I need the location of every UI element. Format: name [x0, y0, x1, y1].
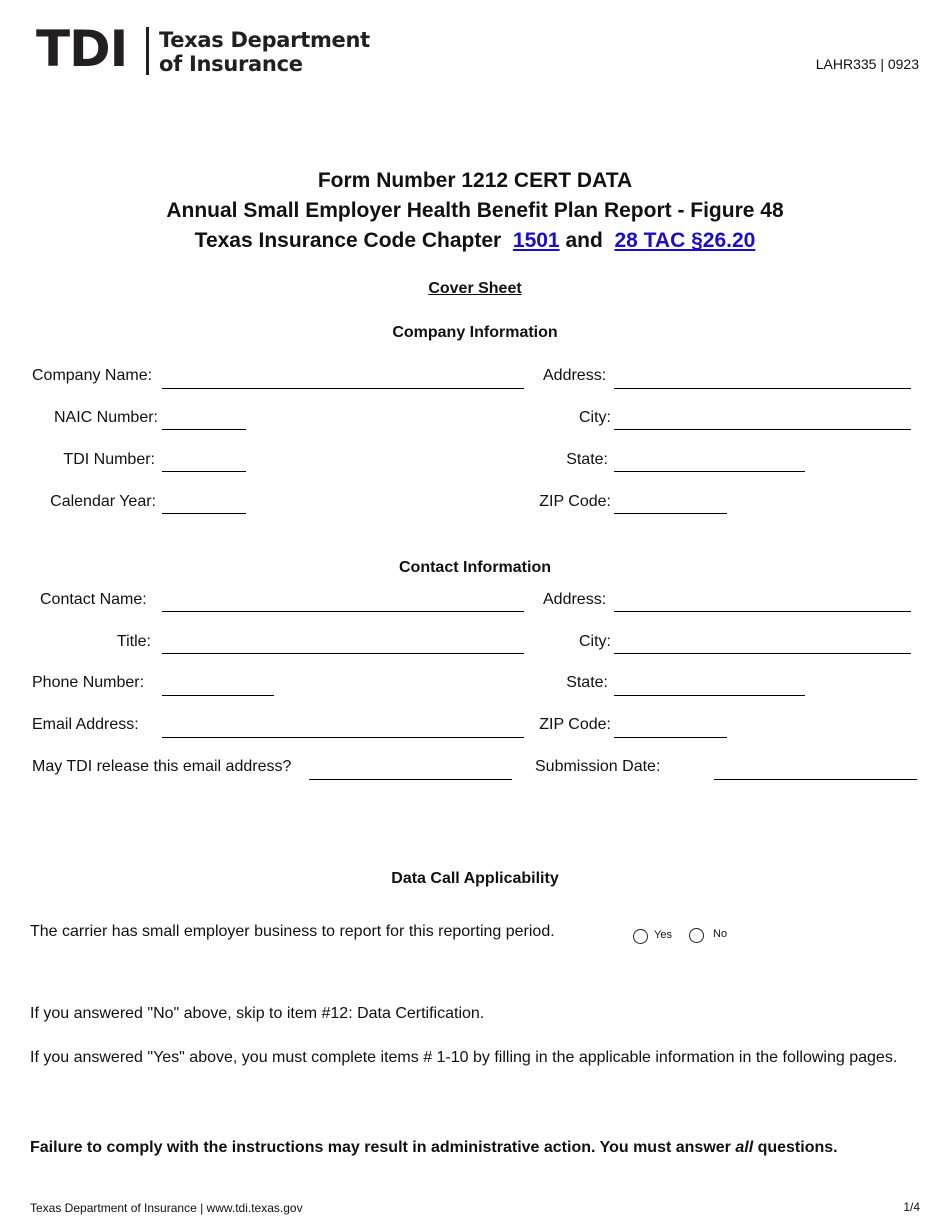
company-name-field[interactable] — [162, 388, 524, 389]
instruction-no: If you answered "No" above, skip to item #12: Data Certification. — [30, 1005, 485, 1022]
email-release-label: May TDI release this email address? — [32, 758, 292, 775]
contact-city-field[interactable] — [614, 653, 911, 654]
submission-date-label: Submission Date: — [535, 758, 661, 775]
tdi-logo: TDI — [36, 20, 128, 78]
phone-number-field[interactable] — [162, 695, 274, 696]
company-address-field[interactable] — [614, 388, 911, 389]
applicability-heading: Data Call Applicability — [391, 870, 559, 887]
company-zip-field[interactable] — [614, 513, 727, 514]
agency-name — [159, 28, 370, 76]
no-radio-label: No — [713, 928, 728, 940]
phone-number-label: Phone Number: — [32, 674, 145, 691]
agency-name-line1: Texas Department — [159, 28, 370, 52]
warning-text-end: questions. — [753, 1139, 838, 1156]
applicability-question: The carrier has small employer business to report for this reporting period. — [30, 923, 555, 940]
and-text: and — [565, 229, 603, 252]
contact-state-label: State: — [566, 674, 608, 691]
contact-zip-label: ZIP Code: — [539, 716, 611, 733]
no-radio[interactable] — [689, 928, 704, 943]
submission-date-field[interactable] — [714, 779, 917, 780]
footer-agency: Texas Department of Insurance | www.tdi.texas.gov — [30, 1201, 303, 1215]
naic-number-field[interactable] — [162, 429, 246, 430]
company-zip-label: ZIP Code: — [539, 493, 611, 510]
contact-address-field[interactable] — [614, 611, 911, 612]
tac-26-20-link[interactable]: 28 TAC §26.20 — [614, 229, 756, 252]
contact-title-label: Title: — [116, 633, 151, 650]
warning-emphasis: all — [735, 1139, 754, 1156]
naic-number-label: NAIC Number: — [53, 409, 158, 426]
form-title-line3 — [0, 226, 950, 256]
logo-divider — [146, 27, 149, 75]
company-state-label: State: — [566, 451, 608, 468]
chapter-1501-link[interactable]: 1501 — [512, 229, 560, 252]
company-info-heading: Company Information — [392, 324, 558, 341]
company-address-label: Address: — [543, 367, 607, 384]
agency-name-line2: of Insurance — [159, 52, 303, 76]
contact-name-label: Contact Name: — [40, 591, 147, 608]
contact-info-heading: Contact Information — [399, 559, 551, 576]
yes-radio[interactable] — [633, 929, 648, 944]
page-number: 1/4 — [903, 1200, 920, 1214]
contact-title-field[interactable] — [162, 653, 524, 654]
tdi-number-label: TDI Number: — [63, 451, 155, 468]
contact-zip-field[interactable] — [614, 737, 727, 738]
email-release-field[interactable] — [309, 779, 512, 780]
code-chapter-text: Texas Insurance Code Chapter — [194, 229, 502, 252]
calendar-year-field[interactable] — [162, 513, 246, 514]
contact-address-label: Address: — [543, 591, 607, 608]
company-state-field[interactable] — [614, 471, 805, 472]
company-city-label: City: — [579, 409, 611, 426]
email-address-label: Email Address: — [32, 716, 139, 733]
cover-sheet-heading: Cover Sheet — [428, 280, 522, 297]
warning-text: Failure to comply with the instructions may result in administrative action. You must answer — [30, 1139, 736, 1156]
contact-city-label: City: — [579, 633, 611, 650]
email-address-field[interactable] — [162, 737, 524, 738]
yes-radio-label: Yes — [654, 929, 672, 941]
calendar-year-label: Calendar Year: — [50, 493, 156, 510]
company-city-field[interactable] — [614, 429, 911, 430]
form-code: LAHR335 | 0923 — [815, 56, 919, 72]
contact-state-field[interactable] — [614, 695, 805, 696]
form-title-line1: Form Number 1212 CERT DATA — [317, 169, 633, 192]
form-title-line2: Annual Small Employer Health Benefit Plan Report - Figure 48 — [166, 199, 784, 222]
instruction-yes: If you answered "Yes" above, you must complete items # 1-10 by filling in the applicable information in the following pages. — [30, 1049, 898, 1066]
company-name-label: Company Name: — [32, 367, 153, 384]
tdi-number-field[interactable] — [162, 471, 246, 472]
contact-name-field[interactable] — [162, 611, 524, 612]
compliance-warning — [30, 1136, 920, 1159]
